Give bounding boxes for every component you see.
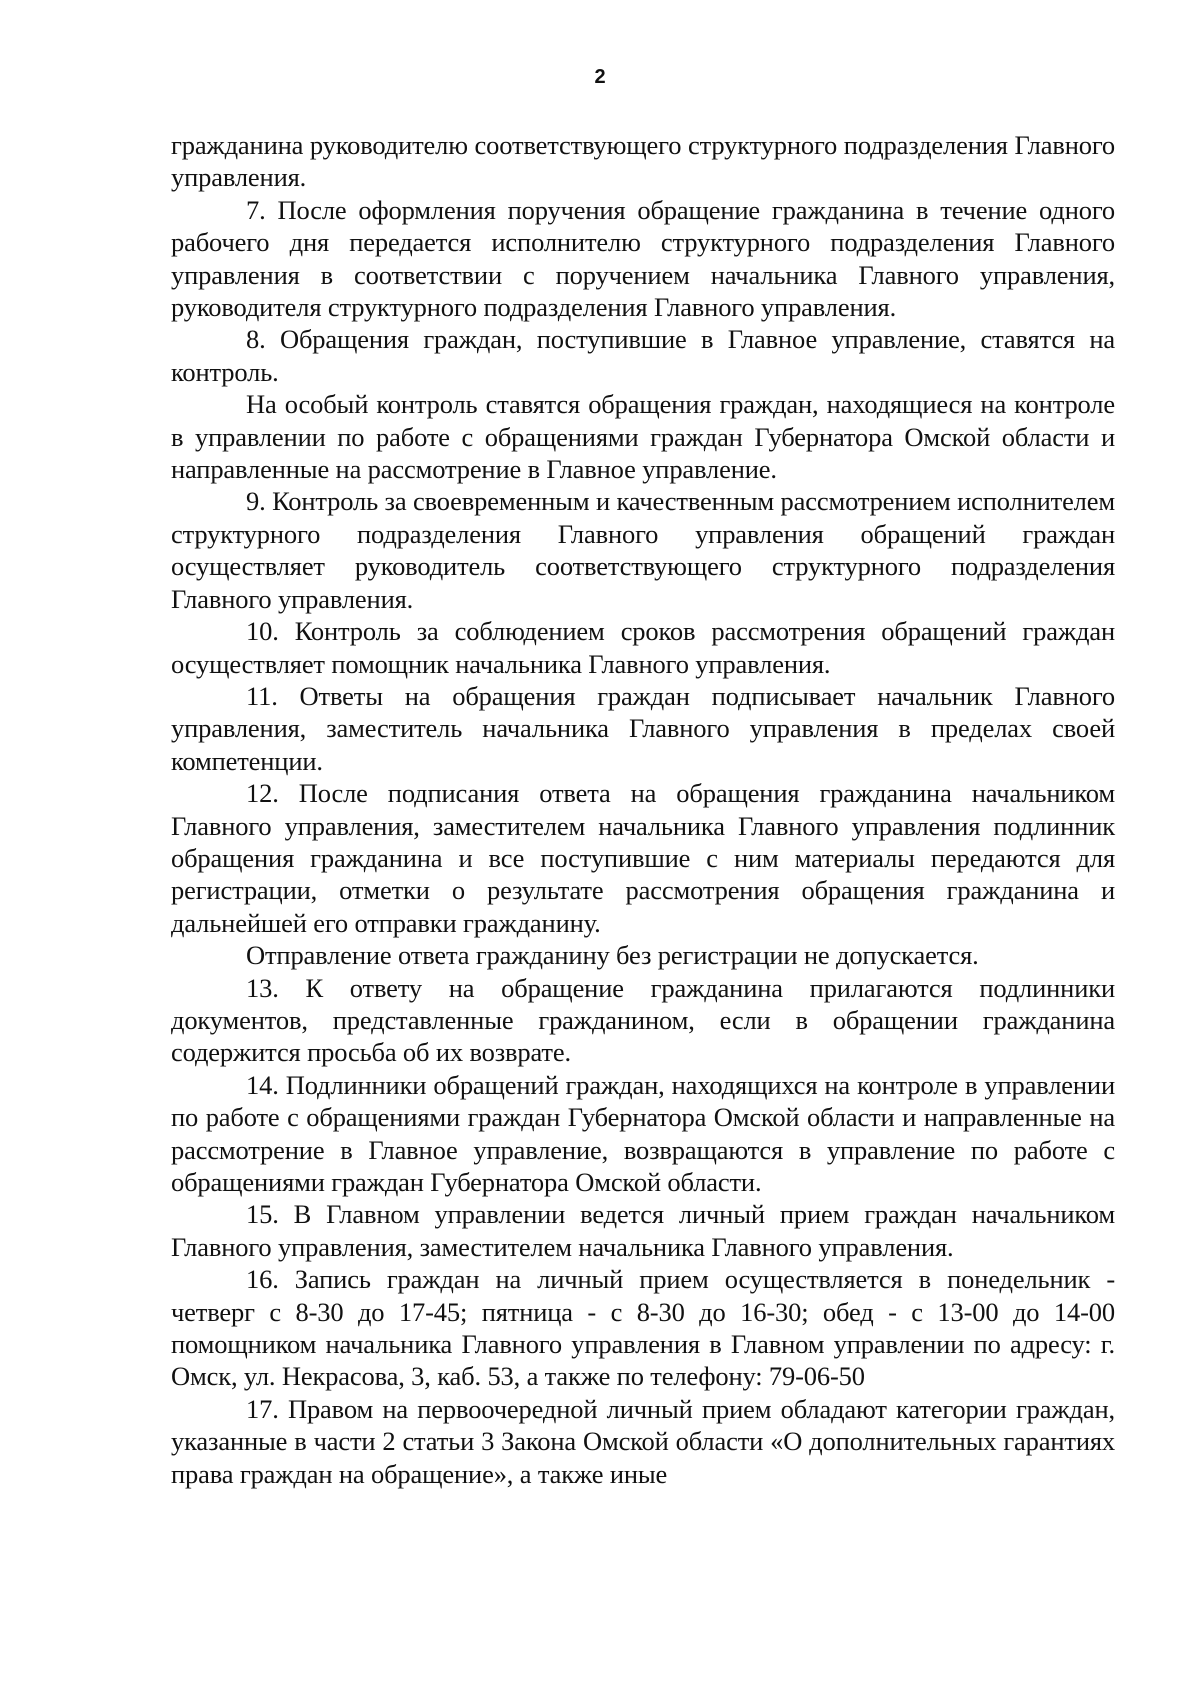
paragraph-item-7: 7. После оформления поручения обращение гражданина в течение одного рабочего дня передается исполнителю структурного подразделения Главного управления в соответствии с поручением начальника Главного управления, руководителя структурного подразделения Главного управления. (171, 194, 1115, 323)
paragraph-item-13: 13. К ответу на обращение гражданина прилагаются подлинники документов, представленные гражданином, если в обращении гражданина содержится просьба об их возврате. (171, 972, 1115, 1068)
paragraph-item-10: 10. Контроль за соблюдением сроков рассмотрения обращений граждан осуществляет помощник начальника Главного управления. (171, 616, 1115, 679)
paragraph-item-12: 12. После подписания ответа на обращения гражданина начальником Главного управления, заместителем начальника Главного управления подлинник обращения гражданина и все поступившие с ним материалы передаются для регистрации, отметки о результате рассмотрения обращения гражданина и дальнейшей его отправки гражданину. (171, 778, 1115, 938)
paragraph-item-15: 15. В Главном управлении ведется личный прием граждан начальником Главного управления, заместителем начальника Главного управления. (171, 1199, 1115, 1262)
paragraph-item-11: 11. Ответы на обращения граждан подписывает начальник Главного управления, заместитель начальника Главного управления в пределах своей компетенции. (171, 680, 1115, 776)
paragraph-continuation: гражданина руководителю соответствующего структурного подразделения Главного управления. (171, 130, 1115, 193)
page-number: 2 (594, 66, 606, 88)
paragraph-no-registration: Отправление ответа гражданину без регистрации не допускается. (246, 940, 979, 971)
paragraph-item-16: 16. Запись граждан на личный прием осуществляется в понедельник - четверг с 8-30 до 17-45; пятница - с 8-30 до 16-30; обед - с 13-00 до 14-00 помощником начальника Главного управления в Главном управлении по адресу: г. Омск, ул. Некрасова, 3, каб. 53, а также по телефону: 79-06-50 (171, 1264, 1115, 1392)
paragraph-item-14: 14. Подлинники обращений граждан, находящихся на контроле в управлении по работе с обращениями граждан Губернатора Омской области и направленные на рассмотрение в Главное управление, возвращаются в управление по работе с обращениями граждан Губернатора Омской области. (171, 1069, 1115, 1197)
paragraph-item-9: 9. Контроль за своевременным и качественным рассмотрением исполнителем структурного подразделения Главного управления обращений граждан осуществляет руководитель соответствующего структурного подразделения Главного управления. (171, 486, 1115, 614)
document-body (171, 129, 1115, 1490)
paragraph-item-8: 8. Обращения граждан, поступившие в Главное управление, ставятся на контроль. (171, 324, 1115, 387)
paragraph-item-17: 17. Правом на первоочередной личный прием обладают категории граждан, указанные в части 2 статьи 3 Закона Омской области «О дополнительных гарантиях права граждан на обращение», а также иные (171, 1393, 1115, 1489)
paragraph-special-control: На особый контроль ставятся обращения граждан, находящиеся на контроле в управлении по работе с обращениями граждан Губернатора Омской области и направленные на рассмотрение в Главное управление. (171, 389, 1115, 485)
